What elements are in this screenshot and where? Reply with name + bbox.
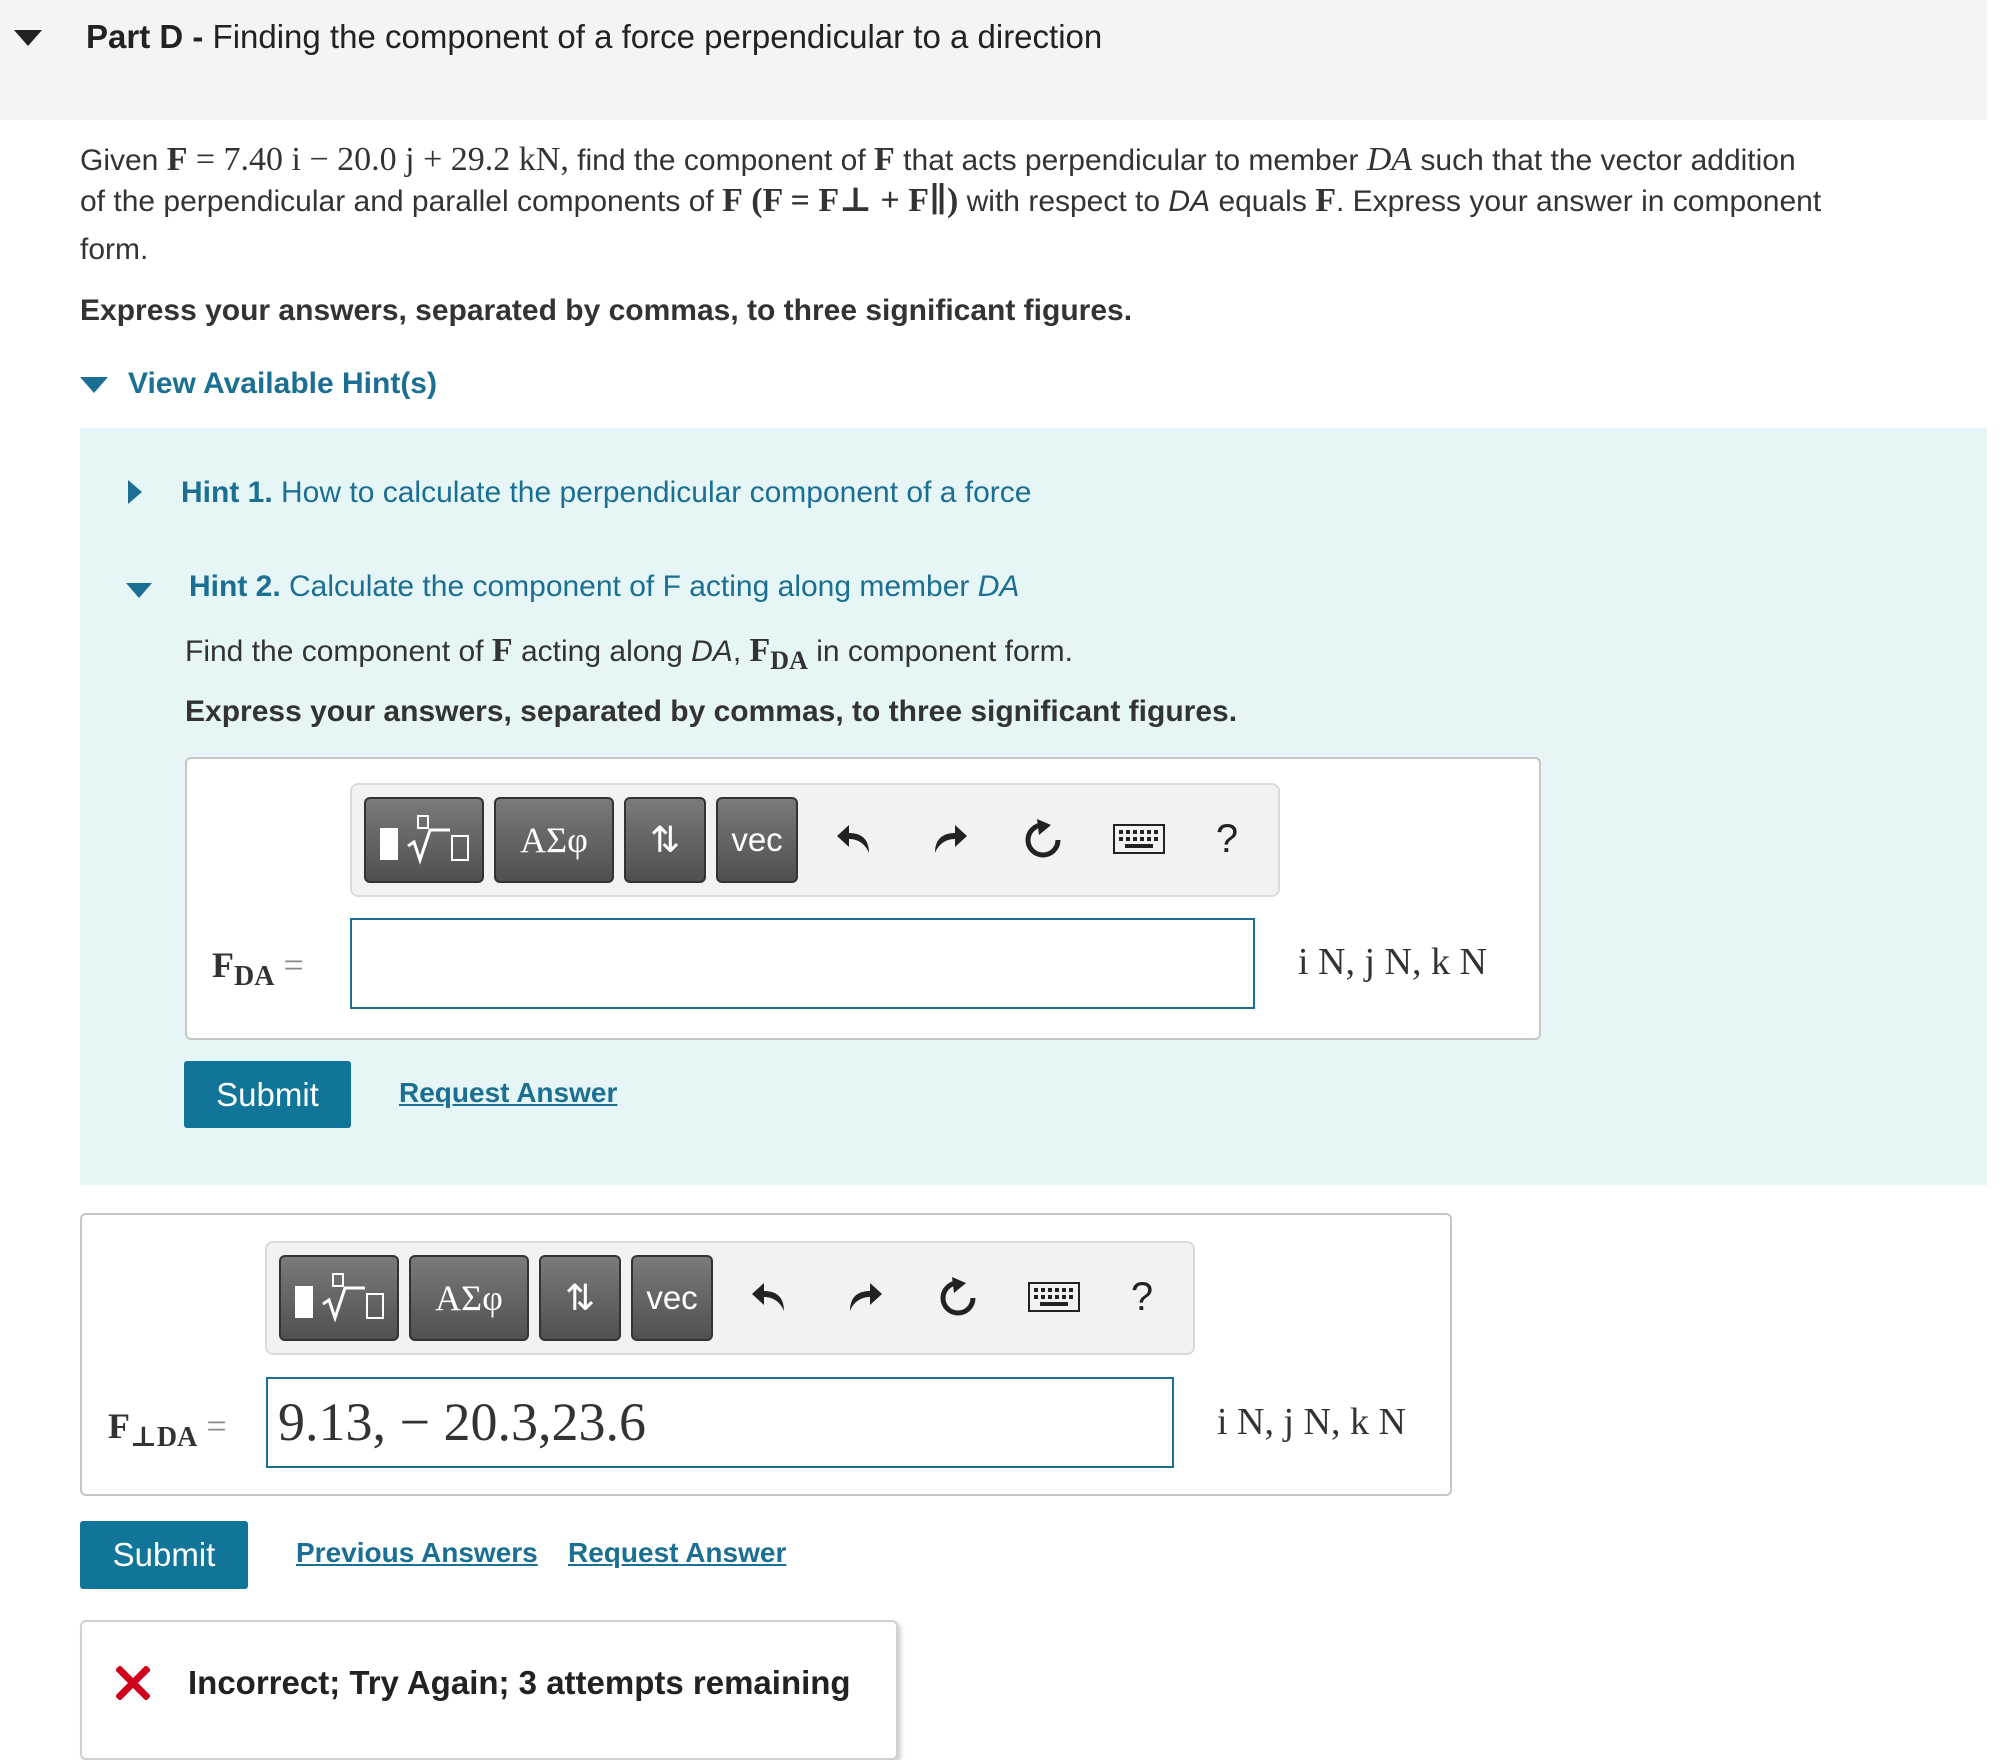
answer-instruction: Express your answers, separated by commas, to three significant figures. (80, 294, 1133, 327)
problem-acts-text: that acts perpendicular to member (903, 144, 1359, 177)
part-title-text: Finding the component of a force perpendicular to a direction (212, 18, 1103, 55)
vec-button[interactable] (631, 1255, 713, 1341)
hint2-body-FDA (749, 632, 808, 675)
main-answer-value: 9.13, − 20.3,23.6 (278, 1392, 646, 1452)
hint2-submit-button[interactable]: Submit (184, 1061, 351, 1128)
problem-line2-text: of the perpendicular and parallel components of (80, 185, 714, 218)
hint1-title-text: How to calculate the perpendicular component of a force (281, 476, 1032, 509)
arrows-icon: ⇅ (649, 819, 681, 860)
problem-F-symbol: F (166, 141, 188, 178)
problem-line-2 (80, 180, 1821, 220)
hint2-body (185, 632, 1073, 676)
part-label: Part D - (86, 18, 204, 55)
hint2-body-text-c: in component form. (816, 635, 1073, 668)
hint2-math-toolbar (350, 783, 1280, 897)
main-field-label-F: F (108, 1406, 130, 1446)
hint2-field-label-sub: DA (234, 961, 275, 993)
hint2-title[interactable] (189, 570, 1019, 604)
hint2-request-answer-link[interactable]: Request Answer (399, 1077, 618, 1108)
hint2-answer-input[interactable] (350, 918, 1255, 1009)
incorrect-x-icon (116, 1666, 150, 1700)
hint2-field-label (212, 944, 304, 993)
hint2-field-eq: = (283, 945, 304, 985)
problem-equals-text: equals (1218, 185, 1307, 218)
keyboard-button[interactable] (1104, 807, 1174, 871)
reset-button[interactable] (1016, 807, 1070, 871)
greek-button[interactable] (494, 797, 614, 883)
keyboard-icon (1113, 824, 1165, 854)
templates-button[interactable] (364, 797, 484, 883)
undo-button[interactable] (828, 807, 882, 871)
arrows-button[interactable] (624, 797, 706, 883)
templates-button[interactable] (279, 1255, 399, 1341)
redo-button[interactable] (922, 807, 976, 871)
help-button[interactable] (1200, 807, 1254, 871)
problem-F-symbol-4: F (1315, 182, 1336, 219)
main-math-toolbar (265, 1241, 1195, 1355)
problem-DA-2: DA (1168, 185, 1211, 218)
help-button[interactable] (1115, 1265, 1169, 1329)
greek-button[interactable] (409, 1255, 529, 1341)
feedback-message: Incorrect; Try Again; 3 attempts remaining (188, 1664, 851, 1701)
reset-button[interactable] (931, 1265, 985, 1329)
hint2-collapse-icon[interactable] (126, 583, 152, 598)
hint1-number: Hint 1. (181, 476, 273, 509)
undo-button[interactable] (743, 1265, 797, 1329)
hint2-body-FDA-sub: DA (770, 645, 808, 675)
main-units: i N, j N, k N (1217, 1401, 1406, 1443)
main-field-eq: = (206, 1406, 227, 1446)
hint2-body-F: F (491, 632, 513, 669)
problem-express-text: . Express your answer in component (1335, 185, 1822, 218)
problem-such-text: such that the vector addition (1420, 144, 1796, 177)
problem-given: Given (80, 144, 159, 177)
hint2-body-FDA-F: F (749, 632, 771, 669)
hint2-body-comma: , (732, 635, 742, 668)
main-answer-input[interactable] (266, 1377, 1174, 1468)
main-submit-button[interactable]: Submit (80, 1521, 248, 1589)
problem-find-text: find the component of (577, 144, 866, 177)
vec-icon: vec (731, 821, 783, 858)
hint2-instruction: Express your answers, separated by commas, to three significant figures. (185, 695, 1238, 728)
reset-icon (936, 1275, 980, 1319)
hint2-units: i N, j N, k N (1298, 941, 1487, 983)
redo-icon (929, 819, 969, 859)
help-icon: ? (1215, 816, 1239, 861)
part-collapse-toggle-icon[interactable] (14, 30, 42, 46)
vec-button[interactable] (716, 797, 798, 883)
undo-icon (835, 819, 875, 859)
undo-icon (750, 1277, 790, 1317)
keyboard-icon (1028, 1282, 1080, 1312)
problem-with-text: with respect to (966, 185, 1161, 218)
hints-toggle-icon[interactable] (80, 377, 108, 393)
hint2-field-label-F: F (212, 945, 234, 985)
redo-icon (844, 1277, 884, 1317)
problem-line-1 (80, 141, 1796, 179)
help-icon: ? (1130, 1274, 1154, 1319)
hint2-title-DA: DA (977, 570, 1020, 603)
view-hints-link[interactable]: View Available Hint(s) (128, 367, 437, 400)
problem-vector-equation: (F = F⊥ + F∥) (751, 182, 959, 219)
problem-DA: DA (1366, 141, 1413, 178)
redo-button[interactable] (837, 1265, 891, 1329)
hint2-body-DA: DA (691, 635, 733, 668)
main-field-label (108, 1405, 227, 1454)
hint2-body-text-a: Find the component of (185, 635, 484, 668)
part-title (86, 18, 1102, 56)
previous-answers-link[interactable]: Previous Answers (296, 1537, 538, 1568)
greek-icon: ΑΣφ (435, 1278, 503, 1318)
problem-F-value: = 7.40 i − 20.0 j + 29.2 kN, (195, 141, 569, 178)
problem-F-symbol-3: F (722, 182, 743, 219)
feedback-box (80, 1620, 898, 1760)
arrows-icon: ⇅ (564, 1277, 596, 1318)
main-field-label-sub: ⊥DA (130, 1422, 198, 1454)
hint2-number: Hint 2. (189, 570, 281, 603)
main-request-answer-link[interactable]: Request Answer (568, 1537, 787, 1568)
hint1-expand-icon[interactable] (128, 480, 142, 504)
greek-icon: ΑΣφ (520, 820, 588, 860)
hint1-title[interactable] (181, 476, 1031, 510)
templates-icon (374, 812, 474, 868)
vec-icon: vec (646, 1279, 698, 1316)
hint2-title-text: Calculate the component of F acting along member (289, 570, 970, 603)
reset-icon (1021, 817, 1065, 861)
templates-icon (289, 1270, 389, 1326)
keyboard-button[interactable] (1019, 1265, 1089, 1329)
hint2-body-text-b: acting along (521, 635, 683, 668)
arrows-button[interactable] (539, 1255, 621, 1341)
problem-F-symbol-2: F (874, 141, 895, 178)
problem-line-3: form. (80, 233, 149, 266)
